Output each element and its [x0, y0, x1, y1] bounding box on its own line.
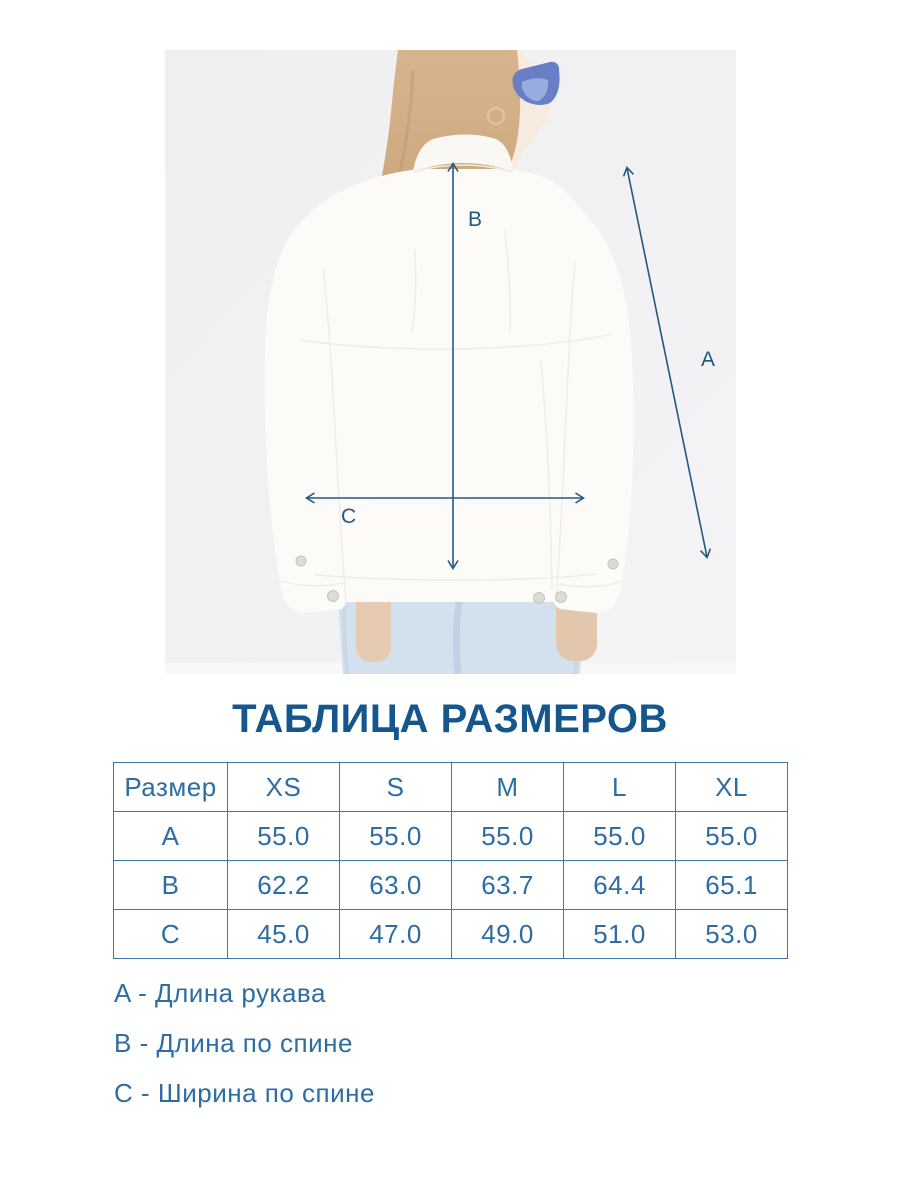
header-cell-xs: XS [228, 763, 340, 812]
header-cell-s: S [340, 763, 452, 812]
cell-value: 63.0 [340, 861, 452, 910]
photo-haze [165, 50, 736, 674]
legend-item-b: B - Длина по спине [114, 1028, 353, 1058]
row-label: B [114, 861, 228, 910]
size-table-header-row [114, 763, 788, 812]
model-illustration [165, 50, 736, 674]
cell-value: 63.7 [452, 861, 564, 910]
cell-value: 55.0 [564, 812, 676, 861]
row-label: A [114, 812, 228, 861]
cell-value: 64.4 [564, 861, 676, 910]
cell-value: 53.0 [676, 910, 788, 959]
header-cell-size: Размер [114, 763, 228, 812]
cell-value: 55.0 [452, 812, 564, 861]
cell-value: 51.0 [564, 910, 676, 959]
cell-value: 55.0 [228, 812, 340, 861]
header-cell-m: M [452, 763, 564, 812]
header-cell-l: L [564, 763, 676, 812]
cell-value: 62.2 [228, 861, 340, 910]
legend-item-a: A - Длина рукава [114, 978, 326, 1008]
cell-value: 45.0 [228, 910, 340, 959]
measurement-legend [114, 978, 375, 1131]
page-title: ТАБЛИЦА РАЗМЕРОВ [232, 697, 668, 741]
cell-value: 55.0 [340, 812, 452, 861]
header-cell-xl: XL [676, 763, 788, 812]
row-label: C [114, 910, 228, 959]
product-photo [165, 50, 736, 674]
cell-value: 65.1 [676, 861, 788, 910]
measure-label-b: B [468, 208, 484, 231]
table-row-c [114, 910, 788, 959]
legend-item-c: C - Ширина по спине [114, 1078, 375, 1108]
cell-value: 47.0 [340, 910, 452, 959]
size-table [113, 762, 788, 959]
table-row-a [114, 812, 788, 861]
measure-label-c: C [341, 505, 358, 528]
measure-label-a: A [701, 348, 717, 371]
table-row-b [114, 861, 788, 910]
cell-value: 55.0 [676, 812, 788, 861]
cell-value: 49.0 [452, 910, 564, 959]
